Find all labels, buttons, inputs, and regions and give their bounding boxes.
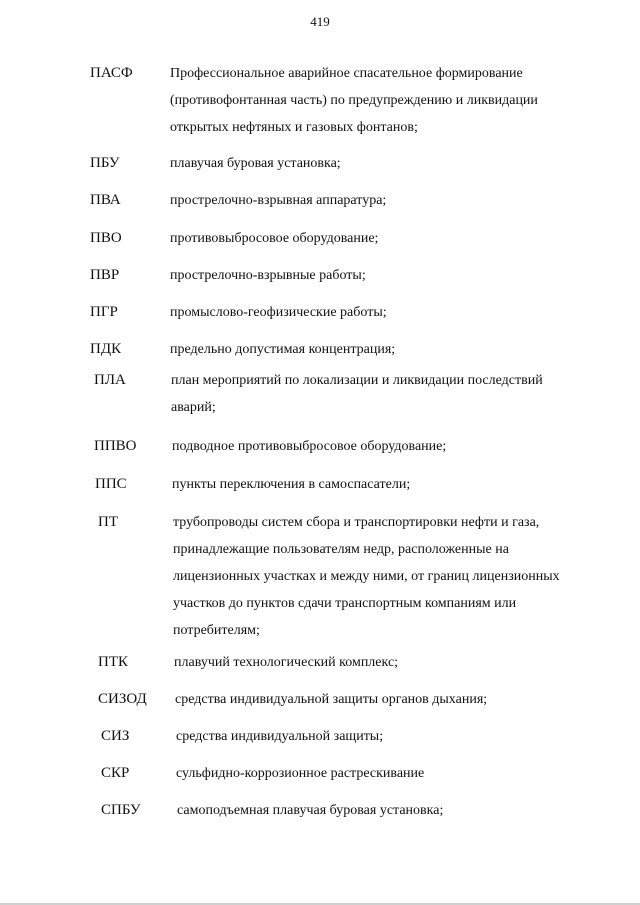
abbreviation: СИЗ [101,728,130,744]
abbreviation: ПТК [98,654,128,670]
definition [170,150,600,177]
definition [170,225,600,252]
definition-line: принадлежащие пользователям недр, расположенные на [173,542,509,557]
definition-line: промыслово-геофизические работы; [170,305,387,320]
abbreviation: ПДК [90,341,122,357]
abbreviation: ПБУ [90,155,120,171]
definition [174,649,604,676]
definition-line: подводное противовыбросовое оборудование; [172,439,447,454]
definition-line: средства индивидуальной защиты; [176,729,384,744]
abbreviation: ПЛА [94,372,126,388]
definition-line: лицензионных участках и между ними, от границ лицензионных [173,569,560,584]
definition-line: (противофонтанная часть) по предупреждению и ликвидации [170,93,538,108]
definition-line: Профессиональное аварийное спасательное формирование [170,66,523,81]
definition-line: предельно допустимая концентрация; [170,342,396,357]
definition [172,471,602,498]
definition [173,509,603,644]
abbreviation: СПБУ [101,802,141,818]
definition [171,367,601,421]
definition [170,299,600,326]
abbreviation: СИЗОД [98,691,147,707]
definition-line: сульфидно-коррозионное растрескивание [176,766,425,781]
definition [170,262,600,289]
definition-line: прострелочно-взрывная аппаратура; [170,193,387,208]
abbreviation: ПВА [90,192,121,208]
abbreviation: ПГР [90,304,118,320]
definition-line: противовыбросовое оборудование; [170,231,379,246]
definition-line: пункты переключения в самоспасатели; [172,477,411,492]
abbreviation: ПВР [90,267,120,283]
definition-line: плавучий технологический комплекс; [174,655,399,670]
definition-line: самоподъемная плавучая буровая установка; [177,803,444,818]
abbreviation: ППВО [94,438,137,454]
definition-line: плавучая буровая установка; [170,156,341,171]
abbreviation: ПТ [98,514,118,530]
abbreviation: ППС [95,476,127,492]
definition-line: потребителям; [173,623,260,638]
abbreviation: ПАСФ [90,65,133,81]
abbreviation: СКР [101,765,130,781]
definition [176,723,606,750]
definition-line: план мероприятий по локализации и ликвидации последствий [171,373,543,388]
definition [170,60,600,141]
definition [175,686,605,713]
definition-line: трубопроводы систем сбора и транспортировки нефти и газа, [173,515,540,530]
definition-line: прострелочно-взрывные работы; [170,268,366,283]
definition-line: аварий; [171,400,216,415]
definition [172,433,602,460]
definition [177,797,607,824]
definition [170,187,600,214]
definition-line: открытых нефтяных и газовых фонтанов; [170,120,418,135]
abbreviation: ПВО [90,230,122,246]
definition [170,336,600,363]
definition-line: участков до пунктов сдачи транспортным компаниям или [173,596,517,611]
definition-line: средства индивидуальной защиты органов дыхания; [175,692,488,707]
page-number: 419 [310,14,330,29]
definition [176,760,606,787]
